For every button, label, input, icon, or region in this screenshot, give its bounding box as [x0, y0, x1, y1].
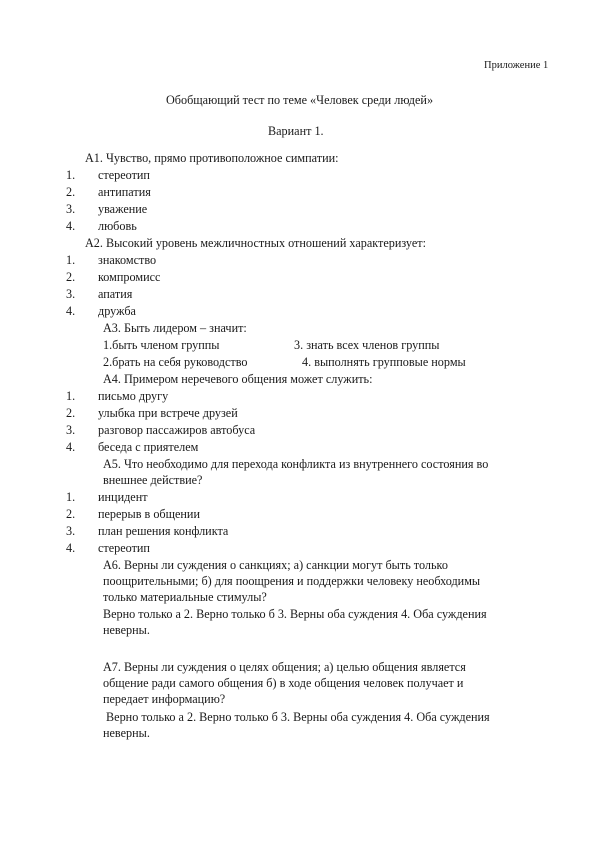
- option-number: 2.: [66, 406, 76, 420]
- question-a6-line-2: поощрительными; б) для поощрения и поддержки человеку необходимы: [103, 574, 481, 588]
- question-a2: А2. Высокий уровень межличностных отношений характеризует:: [85, 236, 426, 250]
- variant-label: Вариант 1.: [268, 124, 324, 138]
- answers-a6-line-1: Верно только а 2. Верно только б 3. Верны оба суждения 4. Оба суждения: [103, 607, 487, 621]
- question-a7-line-1: А7. Верны ли суждения о целях общения; а) целью общения является: [103, 660, 466, 674]
- answers-a7-line-1: Верно только а 2. Верно только б 3. Верны оба суждения 4. Оба суждения: [103, 710, 490, 724]
- question-a6-line-1: А6. Верны ли суждения о санкциях; а) санкции могут быть только: [103, 558, 448, 572]
- a3-option-4: 4. выполнять групповые нормы: [302, 355, 466, 369]
- question-a6-line-3: только материальные стимулы?: [103, 590, 267, 604]
- option-text: антипатия: [98, 185, 151, 199]
- option-number: 4.: [66, 440, 76, 454]
- option-number: 3.: [66, 202, 76, 216]
- option-number: 1.: [66, 490, 76, 504]
- option-number: 1.: [66, 168, 76, 182]
- option-number: 3.: [66, 524, 76, 538]
- option-text: разговор пассажиров автобуса: [98, 423, 256, 437]
- option-text: стереотип: [98, 541, 150, 555]
- option-text: апатия: [98, 287, 133, 301]
- question-a5-line-2: внешнее действие?: [103, 473, 203, 487]
- option-number: 3.: [66, 287, 76, 301]
- option-text: дружба: [98, 304, 136, 318]
- option-text: перерыв в общении: [98, 507, 200, 521]
- a3-option-2: 2.брать на себя руководство: [103, 355, 248, 369]
- option-text: улыбка при встрече друзей: [98, 406, 238, 420]
- question-a7-line-3: передает информацию?: [103, 692, 226, 706]
- option-text: уважение: [98, 202, 148, 216]
- option-number: 2.: [66, 270, 76, 284]
- option-number: 2.: [66, 507, 76, 521]
- document-title: Обобщающий тест по теме «Человек среди людей»: [166, 93, 434, 107]
- option-text: стереотип: [98, 168, 150, 182]
- option-number: 1.: [66, 389, 76, 403]
- question-a5-line-1: А5. Что необходимо для перехода конфликта из внутреннего состояния во: [103, 457, 489, 471]
- question-a4: А4. Примером неречевого общения может служить:: [103, 372, 373, 386]
- appendix-label: Приложение 1: [484, 60, 549, 71]
- option-text: план решения конфликта: [98, 524, 229, 538]
- a3-option-1: 1.быть членом группы: [103, 338, 220, 352]
- option-number: 4.: [66, 541, 76, 555]
- option-number: 2.: [66, 185, 76, 199]
- option-text: компромисс: [98, 270, 161, 284]
- option-number: 4.: [66, 304, 76, 318]
- answers-a7-line-2: неверны.: [103, 726, 150, 740]
- option-number: 1.: [66, 253, 76, 267]
- question-a7-line-2: общение ради самого общения б) в ходе общения человек получает и: [103, 676, 464, 690]
- question-a1: А1. Чувство, прямо противоположное симпатии:: [85, 151, 339, 165]
- a3-option-3: 3. знать всех членов группы: [294, 338, 440, 352]
- option-number: 4.: [66, 219, 76, 233]
- option-text: беседа с приятелем: [98, 440, 199, 454]
- option-text: инцидент: [98, 490, 148, 504]
- option-text: письмо другу: [98, 389, 169, 403]
- option-text: знакомство: [98, 253, 157, 267]
- option-text: любовь: [98, 219, 137, 233]
- option-number: 3.: [66, 423, 76, 437]
- question-a3: А3. Быть лидером – значит:: [103, 321, 247, 335]
- answers-a6-line-2: неверны.: [103, 623, 150, 637]
